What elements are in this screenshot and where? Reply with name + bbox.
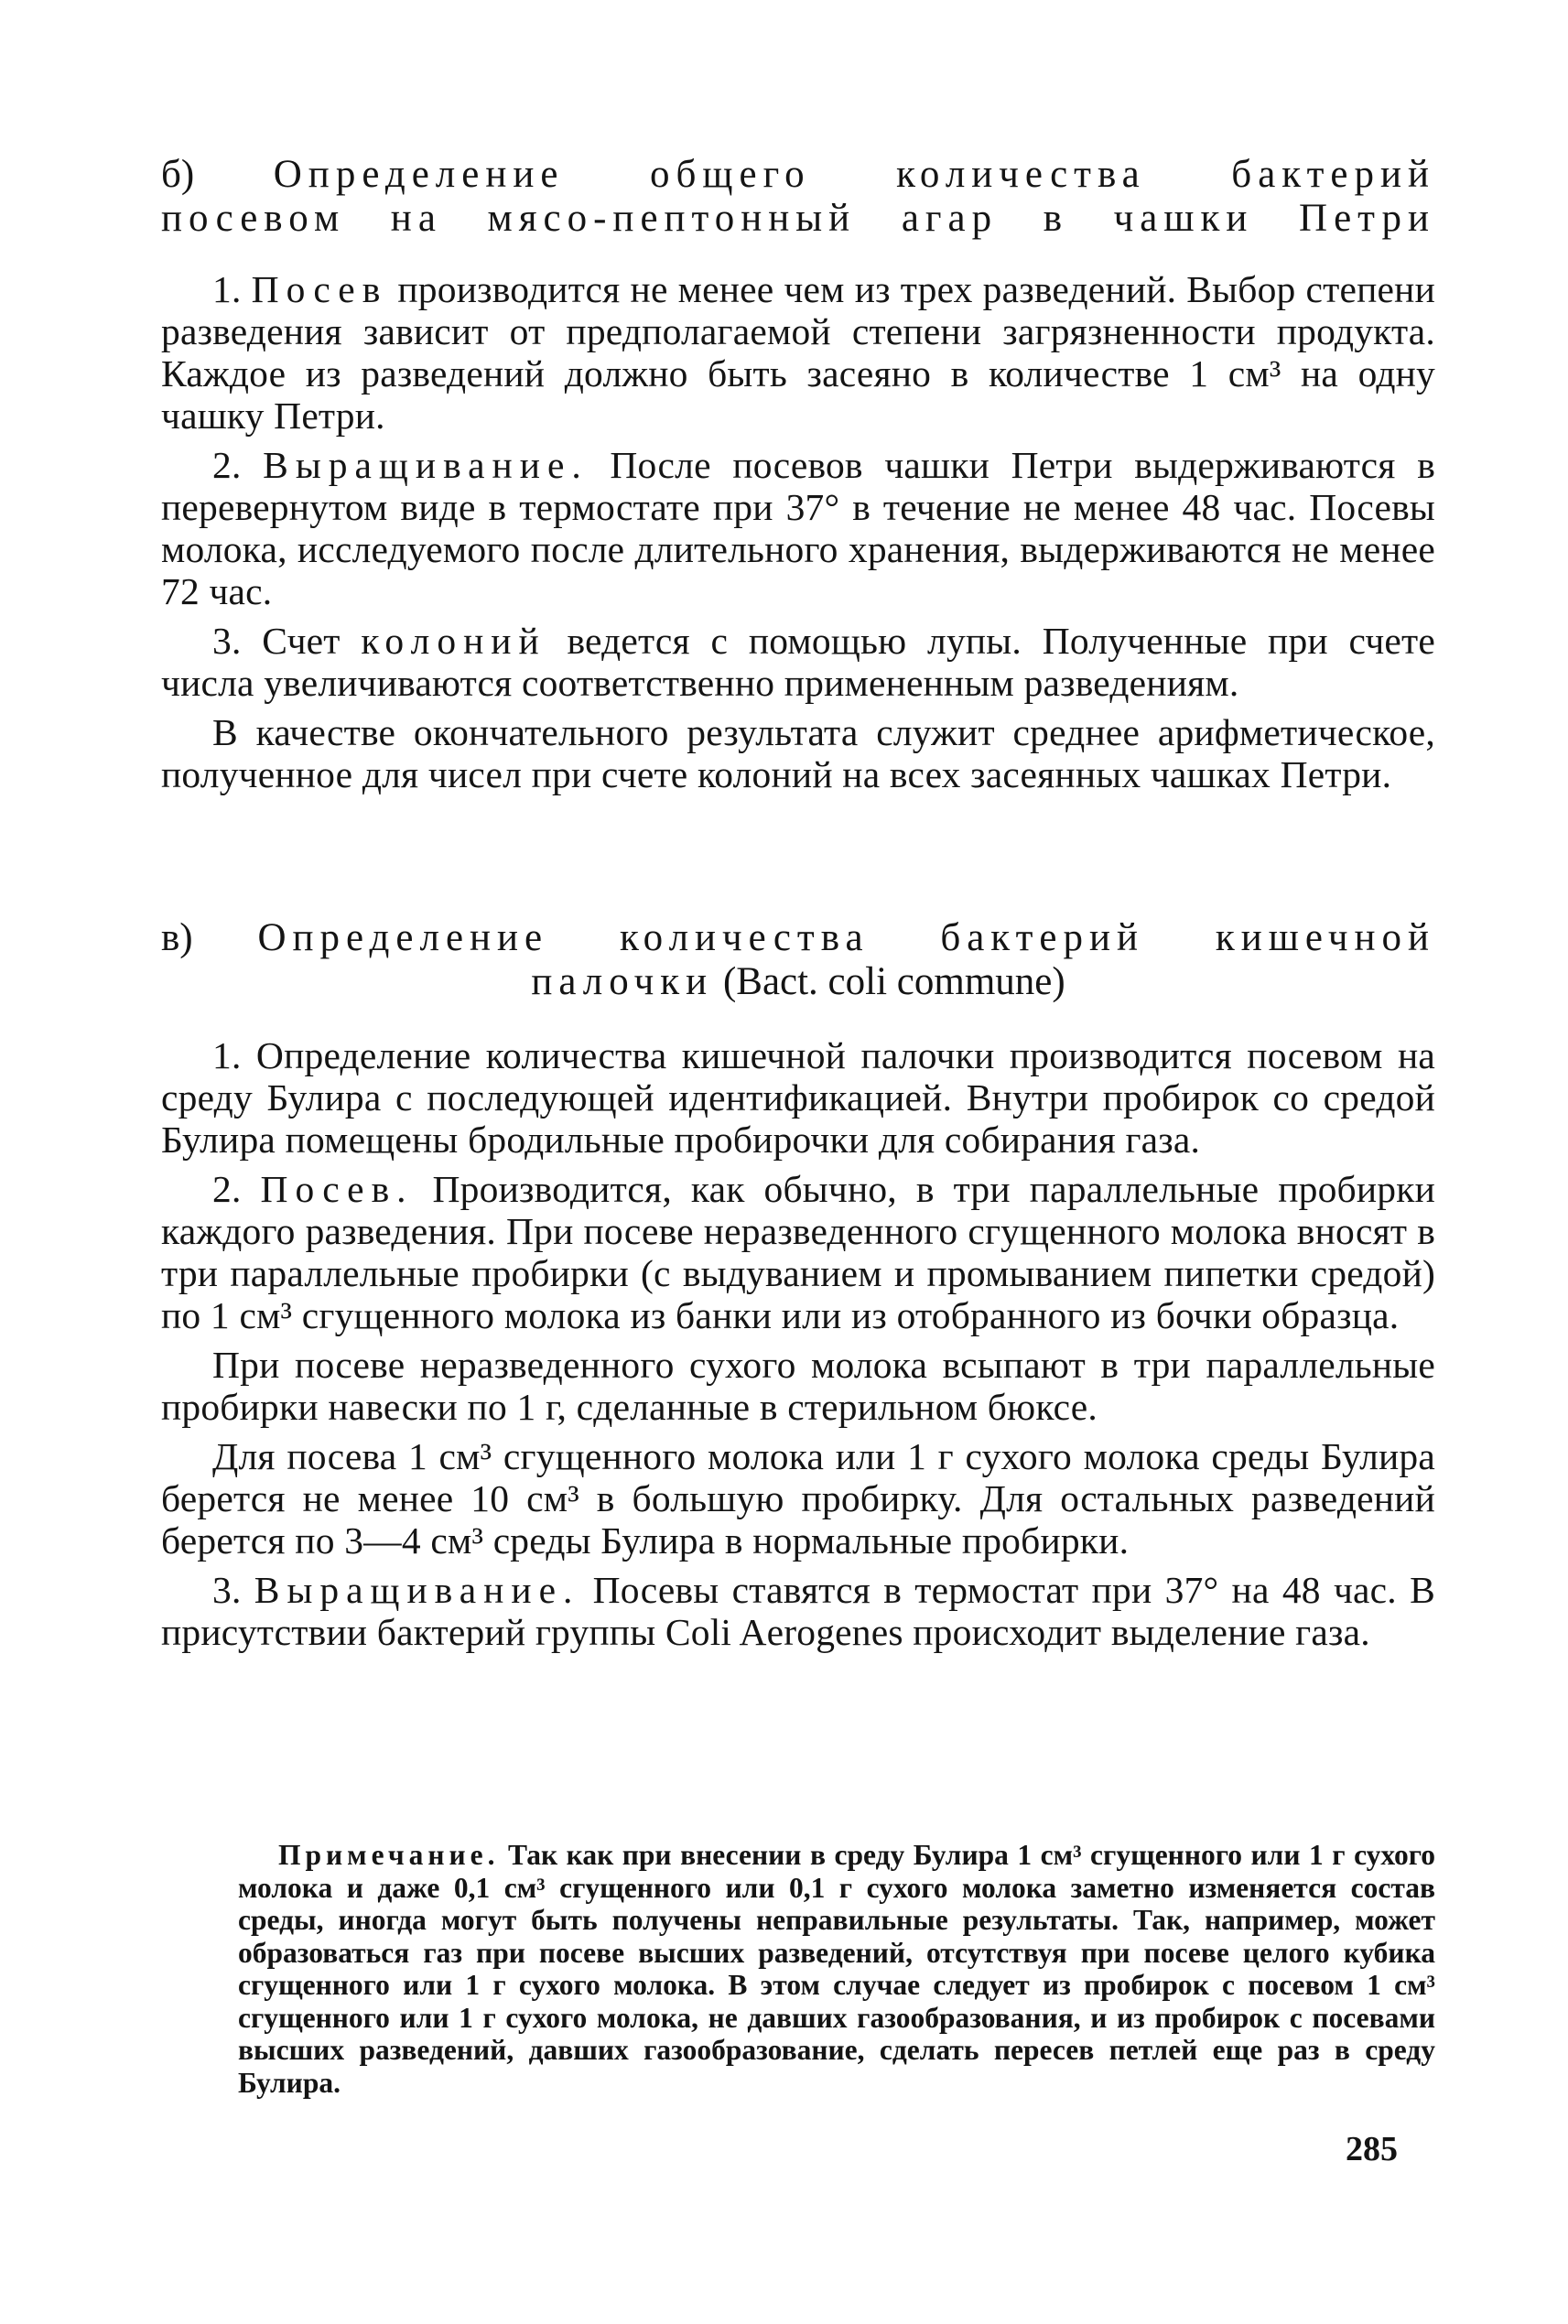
keyword-vyrashchivanie-2: Выращивание.	[254, 1569, 580, 1611]
note-label: Примечание.	[278, 1839, 500, 1871]
section-v-heading-line2	[161, 961, 1435, 1003]
section-b-title-line1: Определение общего количества бактерий	[273, 153, 1435, 196]
section-b-conclusion: В качестве окончательного результата служит среднее арифметическое, полученное для чисел при счете колоний на всех засеянных чашках Петри.	[161, 711, 1435, 795]
page-number: 285	[1346, 2130, 1398, 2168]
section-v-p2: 2. Посев. Производится, как обычно, в три параллельные пробирки каждого разведения. При посеве неразведенного сгущенного молока вносят в три параллельные пробирки (с выдуванием и промыванием пипетки средой) по 1 см³ сгущенного молока из банки или из отобранного из бочки образца.	[161, 1168, 1435, 1336]
keyword-posev-2: Посев.	[260, 1168, 414, 1210]
section-b-body	[161, 268, 1435, 795]
section-v-p5: 3. Выращивание. Посевы ставятся в термостат при 37° на 48 час. В присутствии бактерий группы Coli Aerogenes происходит выделение газа.	[161, 1569, 1435, 1653]
section-v-body	[161, 1034, 1435, 1653]
keyword-koloniy: колоний	[361, 620, 546, 662]
section-v-p3: При посеве неразведенного сухого молока всыпают в три параллельные пробирки навески по 1 г, сделанные в стерильном бюксе.	[161, 1344, 1435, 1428]
section-v-title-line2-rest: (Bact. coli commune)	[713, 960, 1065, 1003]
section-v-title-line2-spaced: палочки	[531, 960, 714, 1003]
keyword-posev: Посев	[251, 268, 388, 310]
note-block	[238, 1839, 1435, 2099]
section-b-heading-line2	[161, 198, 1435, 240]
section-b-heading	[161, 154, 1435, 196]
section-b-item-1: 1. Посев производится не менее чем из трех разведений. Выбор степени разведения зависит от предполагаемой степени загрязненности продукта. Каждое из разведений должно быть засеяно в количестве 1 см³ на одну чашку Петри.	[161, 268, 1435, 437]
note-text: Так как при внесении в среду Булира 1 см³ сгущенного или 1 г сухого молока и даже 0,1 см³ сгущенного или 0,1 г сухого молока заметно изменяется состав среды, иногда могут быть получены неправильные результаты. Так, например, может образоваться газ при посеве высших разведений, отсутствуя при посеве целого кубика сгущенного или 1 г сухого молока. В этом случае следует из пробирок с посевом 1 см³ сгущенного или 1 г сухого молока, не давших газообразования, и из пробирок с посевами высших разведений, давших газообразование, сделать пересев петлей еще раз в среду Булира.	[238, 1839, 1435, 2099]
section-b-item-3: 3. Счет колоний ведется с помощью лупы. Полученные при счете числа увеличиваются соответственно примененным разведениям.	[161, 620, 1435, 704]
note-paragraph	[238, 1839, 1435, 2099]
keyword-vyrashchivanie: Выращивание.	[263, 444, 589, 486]
section-b-title-line2: посевом на мясо-пептонный агар в чашки Петри	[161, 197, 1435, 240]
section-v-title-line1: Определение количества бактерий кишечной	[257, 916, 1436, 959]
section-v-p1: 1. Определение количества кишечной палочки производится посевом на среду Булира с последующей идентификацией. Внутри пробирок со средой Булира помещены бродильные пробирочки для собирания газа.	[161, 1034, 1435, 1161]
section-b-item-2: 2. Выращивание. После посевов чашки Петри выдерживаются в перевернутом виде в термостате при 37° в течение не менее 48 час. Посевы молока, исследуемого после длительного хранения, выдерживаются не менее 72 час.	[161, 444, 1435, 612]
section-v-p4: Для посева 1 см³ сгущенного молока или 1 г сухого молока среды Булира берется не менее 10 см³ в большую пробирку. Для остальных разведений берется по 3—4 см³ среды Булира в нормальные пробирки.	[161, 1435, 1435, 1562]
section-b-prefix: б)	[161, 153, 195, 196]
section-v-heading	[161, 917, 1435, 959]
section-v-prefix: в)	[161, 916, 193, 959]
